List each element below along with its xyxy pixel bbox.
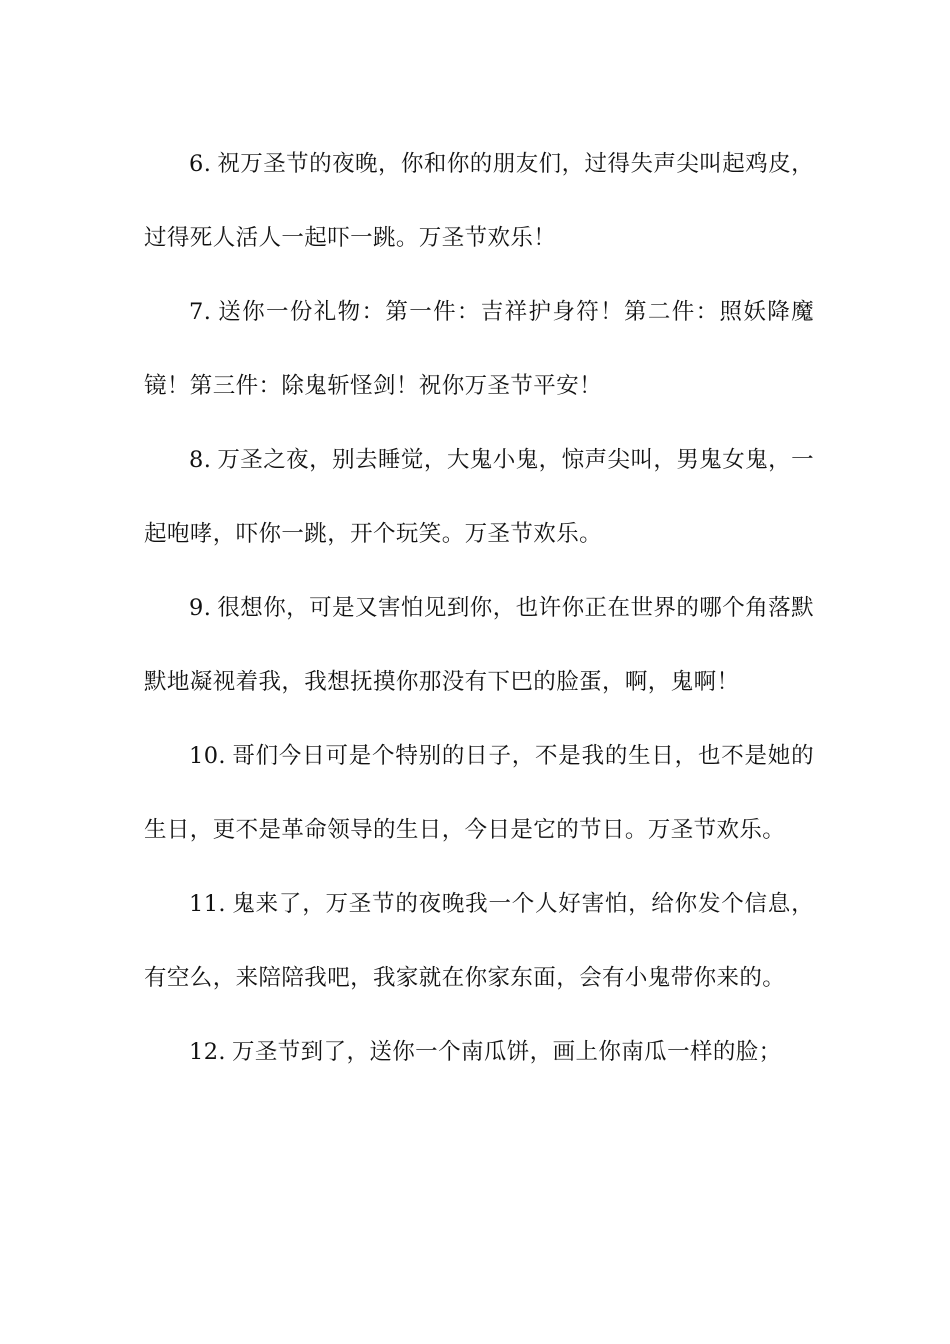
list-item xyxy=(144,423,814,571)
item-number: 7. xyxy=(189,299,212,325)
item-number: 10. xyxy=(189,743,226,769)
item-text: 哥们今日可是个特别的日子，不是我的生日，也不是她的生日，更不是革命领导的生日，今日是它的节日。万圣节欢乐。 xyxy=(144,743,814,843)
document-body xyxy=(144,127,814,1089)
item-number: 9. xyxy=(189,595,212,621)
item-number: 8. xyxy=(189,447,212,473)
item-number: 12. xyxy=(189,1039,226,1065)
item-text: 万圣之夜，别去睡觉，大鬼小鬼，惊声尖叫，男鬼女鬼，一起咆哮，吓你一跳，开个玩笑。万圣节欢乐。 xyxy=(144,447,814,547)
item-text: 送你一份礼物：第一件：吉祥护身符！第二件：照妖降魔镜！第三件：除鬼斩怪剑！祝你万圣节平安！ xyxy=(144,299,814,399)
list-item xyxy=(144,719,814,867)
list-item xyxy=(144,571,814,719)
item-text: 祝万圣节的夜晚，你和你的朋友们，过得失声尖叫起鸡皮，过得死人活人一起吓一跳。万圣节欢乐！ xyxy=(144,151,814,251)
list-item xyxy=(144,275,814,423)
list-item xyxy=(144,1015,814,1089)
item-number: 6. xyxy=(189,151,212,177)
list-item xyxy=(144,867,814,1015)
item-text: 很想你，可是又害怕见到你，也许你正在世界的哪个角落默默地凝视着我，我想抚摸你那没有下巴的脸蛋，啊，鬼啊！ xyxy=(144,595,814,695)
list-item xyxy=(144,127,814,275)
item-number: 11. xyxy=(189,891,226,917)
item-text: 万圣节到了，送你一个南瓜饼，画上你南瓜一样的脸； xyxy=(231,1039,782,1065)
item-text: 鬼来了，万圣节的夜晚我一个人好害怕，给你发个信息，有空么，来陪陪我吧，我家就在你家东面，会有小鬼带你来的。 xyxy=(144,891,814,991)
